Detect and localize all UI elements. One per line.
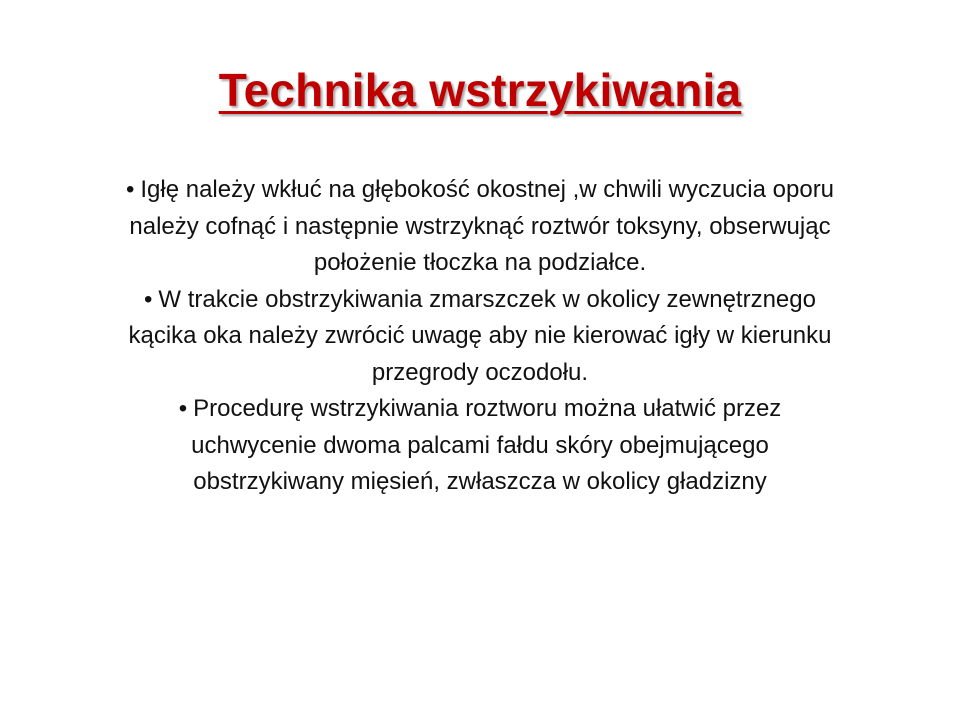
- bullet-marker: •: [178, 395, 188, 422]
- bullet-item-2: [120, 282, 840, 392]
- bullet-text: W trakcie obstrzykiwania zmarszczek w okolicy zewnętrznego kącika oka należy zwrócić uwagę aby nie kierować igły w kierunku przegrody oczodołu.: [128, 285, 832, 386]
- bullet-item-3: [120, 391, 840, 501]
- bullet-marker: •: [144, 285, 153, 313]
- bullet-marker: •: [125, 176, 135, 203]
- bullet-text: Igłę należy wkłuć na głębokość okostnej ,w chwili wyczucia oporu należy cofnąć i następnie wstrzyknąć roztwór toksyny, obserwując położenie tłoczka na podziałce.: [129, 176, 835, 276]
- bullet-item-1: [120, 172, 840, 282]
- slide-title: Technika wstrzykiwania: [218, 64, 742, 116]
- slide-body: [120, 172, 840, 501]
- bullet-text: Procedurę wstrzykiwania roztworu można ułatwić przez uchwycenie dwoma palcami fałdu skóry obejmującego obstrzykiwany mięsień, zwłaszcza w okolicy gładzizny: [191, 395, 782, 495]
